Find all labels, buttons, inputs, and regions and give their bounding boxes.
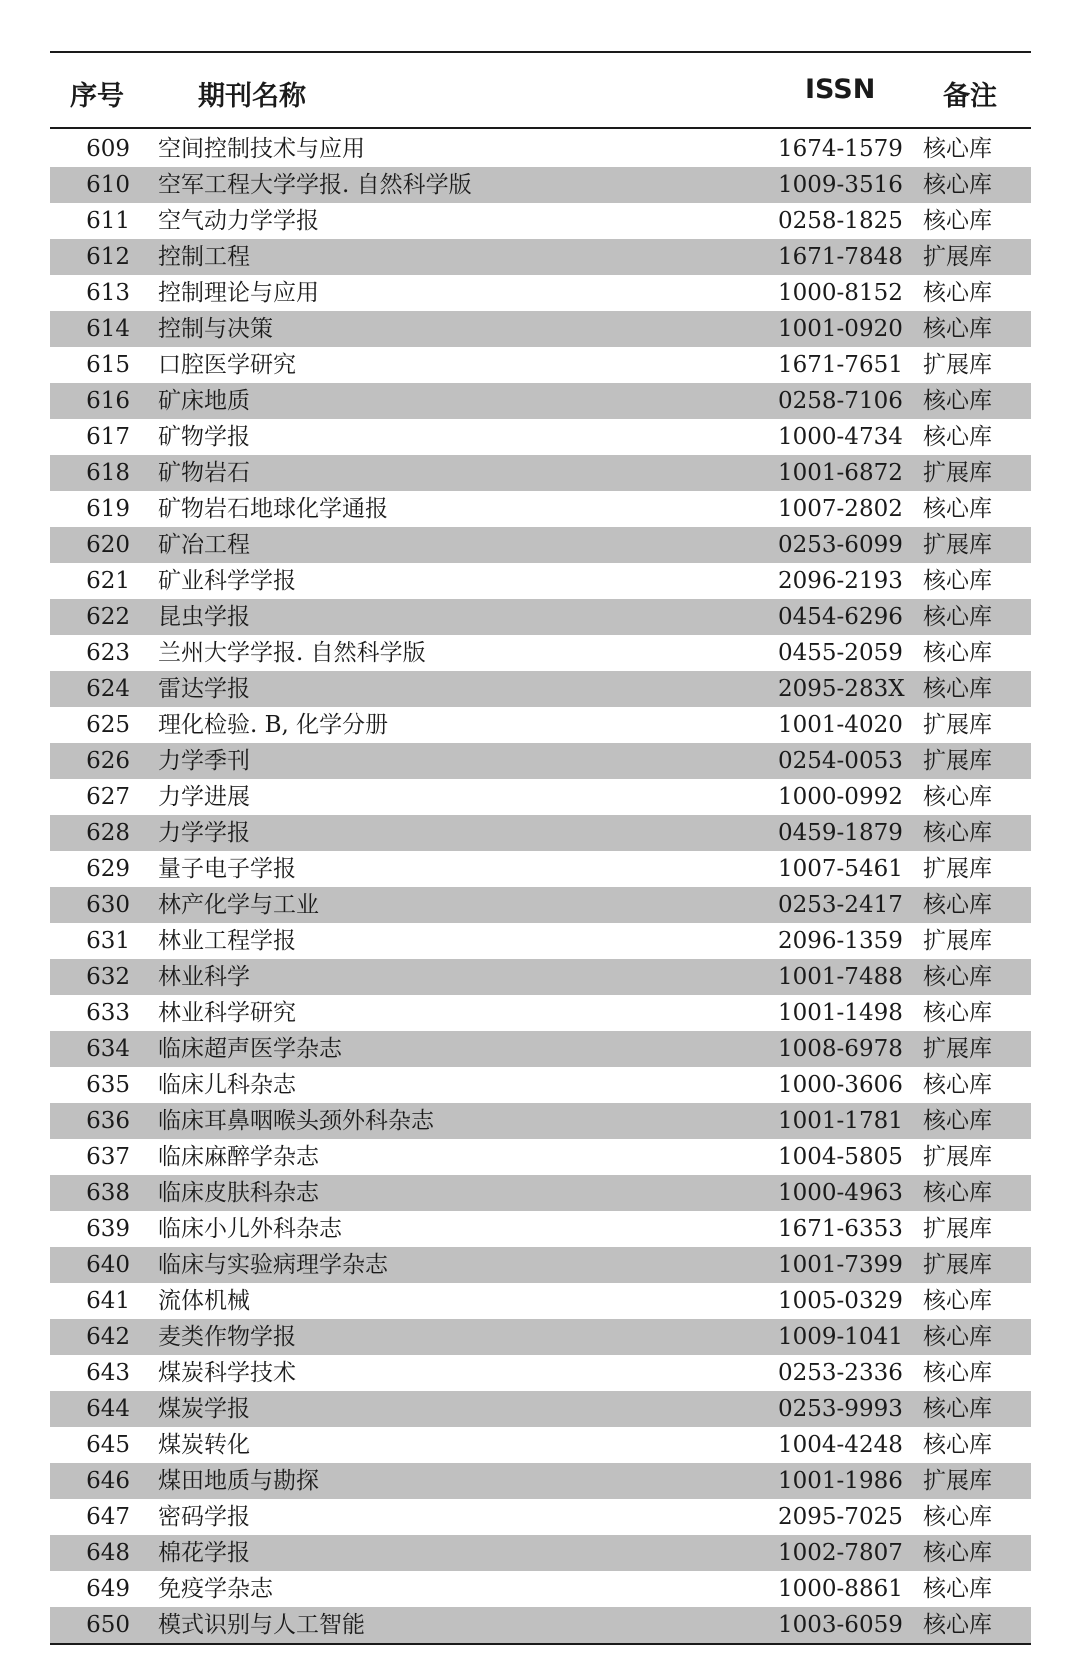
cell-note: 核心库 — [923, 1000, 992, 1026]
table-row — [50, 419, 1031, 455]
cell-note: 核心库 — [923, 784, 992, 810]
table-row — [50, 887, 1031, 923]
cell-note: 扩展库 — [923, 1036, 992, 1062]
cell-name: 免疫学杂志 — [158, 1576, 273, 1602]
cell-note: 核心库 — [923, 1576, 992, 1602]
cell-note: 核心库 — [923, 1396, 992, 1422]
cell-name: 林业工程学报 — [158, 928, 296, 954]
cell-issn: 1001-6872 — [778, 460, 903, 486]
cell-name: 控制与决策 — [158, 316, 273, 342]
cell-num: 620 — [86, 532, 130, 558]
cell-note: 核心库 — [923, 1504, 992, 1530]
cell-name: 空军工程大学学报. 自然科学版 — [158, 172, 472, 198]
cell-issn: 1671-7848 — [778, 244, 903, 270]
cell-num: 627 — [86, 784, 130, 810]
table-row — [50, 1211, 1031, 1247]
cell-num: 640 — [86, 1252, 130, 1278]
cell-name: 矿业科学学报 — [158, 568, 296, 594]
cell-note: 核心库 — [923, 1324, 992, 1350]
table-row — [50, 167, 1031, 203]
cell-issn: 1004-4248 — [778, 1432, 903, 1458]
cell-issn: 0254-0053 — [778, 748, 903, 774]
header-num: 序号 — [70, 81, 124, 112]
cell-num: 611 — [86, 208, 130, 234]
table-row — [50, 563, 1031, 599]
table-row — [50, 779, 1031, 815]
cell-note: 扩展库 — [923, 532, 992, 558]
cell-issn: 1009-3516 — [778, 172, 903, 198]
cell-issn: 1001-1498 — [778, 1000, 903, 1026]
cell-note: 扩展库 — [923, 352, 992, 378]
table-row — [50, 1319, 1031, 1355]
cell-num: 644 — [86, 1396, 130, 1422]
cell-num: 612 — [86, 244, 130, 270]
table-row — [50, 527, 1031, 563]
cell-name: 临床皮肤科杂志 — [158, 1180, 319, 1206]
cell-note: 核心库 — [923, 964, 992, 990]
cell-name: 林业科学 — [158, 964, 250, 990]
table-row — [50, 995, 1031, 1031]
cell-name: 矿物岩石地球化学通报 — [158, 496, 388, 522]
table-row — [50, 275, 1031, 311]
cell-name: 煤炭科学技术 — [158, 1360, 296, 1386]
cell-issn: 0454-6296 — [778, 604, 903, 630]
cell-num: 639 — [86, 1216, 130, 1242]
cell-name: 临床超声医学杂志 — [158, 1036, 342, 1062]
cell-issn: 0253-9993 — [778, 1396, 903, 1422]
cell-note: 扩展库 — [923, 928, 992, 954]
cell-name: 煤炭学报 — [158, 1396, 250, 1422]
cell-num: 623 — [86, 640, 130, 666]
cell-name: 雷达学报 — [158, 676, 250, 702]
cell-num: 616 — [86, 388, 130, 414]
cell-issn: 1674-1579 — [778, 136, 903, 162]
cell-note: 核心库 — [923, 1540, 992, 1566]
cell-note: 核心库 — [923, 496, 992, 522]
cell-name: 流体机械 — [158, 1288, 250, 1314]
cell-issn: 1001-1781 — [778, 1108, 903, 1134]
cell-note: 扩展库 — [923, 1252, 992, 1278]
cell-name: 临床耳鼻咽喉头颈外科杂志 — [158, 1108, 434, 1134]
cell-name: 密码学报 — [158, 1504, 250, 1530]
cell-name: 麦类作物学报 — [158, 1324, 296, 1350]
cell-num: 629 — [86, 856, 130, 882]
cell-num: 645 — [86, 1432, 130, 1458]
cell-note: 扩展库 — [923, 244, 992, 270]
cell-name: 理化检验. B, 化学分册 — [158, 712, 389, 738]
cell-name: 煤田地质与勘探 — [158, 1468, 319, 1494]
table-row — [50, 1499, 1031, 1535]
cell-note: 核心库 — [923, 136, 992, 162]
cell-num: 633 — [86, 1000, 130, 1026]
table-row — [50, 1535, 1031, 1571]
cell-name: 控制理论与应用 — [158, 280, 319, 306]
journal-table — [50, 51, 1031, 1645]
cell-num: 641 — [86, 1288, 130, 1314]
cell-issn: 1002-7807 — [778, 1540, 903, 1566]
cell-note: 扩展库 — [923, 1468, 992, 1494]
cell-note: 核心库 — [923, 1432, 992, 1458]
cell-issn: 1000-8861 — [778, 1576, 903, 1602]
cell-name: 临床小儿外科杂志 — [158, 1216, 342, 1242]
cell-issn: 1008-6978 — [778, 1036, 903, 1062]
cell-name: 控制工程 — [158, 244, 250, 270]
cell-issn: 1000-0992 — [778, 784, 903, 810]
cell-issn: 1001-1986 — [778, 1468, 903, 1494]
cell-issn: 2096-1359 — [778, 928, 903, 954]
cell-num: 635 — [86, 1072, 130, 1098]
cell-name: 力学进展 — [158, 784, 250, 810]
cell-num: 618 — [86, 460, 130, 486]
cell-issn: 0253-2336 — [778, 1360, 903, 1386]
cell-num: 614 — [86, 316, 130, 342]
cell-name: 空间控制技术与应用 — [158, 136, 365, 162]
cell-issn: 0459-1879 — [778, 820, 903, 846]
cell-name: 矿物岩石 — [158, 460, 250, 486]
header-issn: ISSN — [805, 74, 876, 105]
table-row — [50, 383, 1031, 419]
table-row — [50, 959, 1031, 995]
cell-note: 核心库 — [923, 1288, 992, 1314]
cell-num: 642 — [86, 1324, 130, 1350]
cell-note: 扩展库 — [923, 1144, 992, 1170]
table-row — [50, 455, 1031, 491]
table-row — [50, 1247, 1031, 1283]
table-row — [50, 1571, 1031, 1607]
table-row — [50, 635, 1031, 671]
cell-issn: 1001-7488 — [778, 964, 903, 990]
table-row — [50, 491, 1031, 527]
cell-issn: 1007-2802 — [778, 496, 903, 522]
cell-note: 核心库 — [923, 604, 992, 630]
cell-note: 核心库 — [923, 568, 992, 594]
cell-name: 矿物学报 — [158, 424, 250, 450]
cell-name: 昆虫学报 — [158, 604, 250, 630]
cell-issn: 0455-2059 — [778, 640, 903, 666]
cell-issn: 1671-6353 — [778, 1216, 903, 1242]
cell-name: 空气动力学学报 — [158, 208, 319, 234]
cell-num: 628 — [86, 820, 130, 846]
table-row — [50, 1103, 1031, 1139]
cell-num: 610 — [86, 172, 130, 198]
cell-issn: 0258-1825 — [778, 208, 903, 234]
cell-note: 扩展库 — [923, 460, 992, 486]
cell-note: 扩展库 — [923, 856, 992, 882]
cell-issn: 0253-6099 — [778, 532, 903, 558]
cell-name: 矿冶工程 — [158, 532, 250, 558]
cell-num: 648 — [86, 1540, 130, 1566]
table-row — [50, 1283, 1031, 1319]
cell-issn: 2095-283X — [778, 676, 905, 702]
cell-num: 632 — [86, 964, 130, 990]
cell-note: 核心库 — [923, 1072, 992, 1098]
table-row — [50, 1355, 1031, 1391]
cell-num: 609 — [86, 136, 130, 162]
cell-num: 625 — [86, 712, 130, 738]
table-row — [50, 743, 1031, 779]
cell-note: 核心库 — [923, 1180, 992, 1206]
cell-name: 矿床地质 — [158, 388, 250, 414]
table-row — [50, 311, 1031, 347]
cell-issn: 2096-2193 — [778, 568, 903, 594]
cell-num: 636 — [86, 1108, 130, 1134]
table-row — [50, 1607, 1031, 1643]
cell-num: 631 — [86, 928, 130, 954]
table-row — [50, 599, 1031, 635]
cell-note: 扩展库 — [923, 748, 992, 774]
header-name: 期刊名称 — [198, 81, 306, 112]
cell-note: 核心库 — [923, 892, 992, 918]
cell-name: 临床麻醉学杂志 — [158, 1144, 319, 1170]
table-row — [50, 203, 1031, 239]
cell-note: 核心库 — [923, 424, 992, 450]
cell-issn: 1005-0329 — [778, 1288, 903, 1314]
table-row — [50, 923, 1031, 959]
table-row — [50, 1067, 1031, 1103]
cell-num: 643 — [86, 1360, 130, 1386]
cell-name: 棉花学报 — [158, 1540, 250, 1566]
cell-note: 扩展库 — [923, 1216, 992, 1242]
cell-issn: 1671-7651 — [778, 352, 903, 378]
cell-note: 核心库 — [923, 388, 992, 414]
cell-note: 核心库 — [923, 676, 992, 702]
cell-note: 核心库 — [923, 1612, 992, 1638]
cell-num: 647 — [86, 1504, 130, 1530]
cell-num: 613 — [86, 280, 130, 306]
cell-note: 核心库 — [923, 640, 992, 666]
table-row — [50, 1175, 1031, 1211]
cell-num: 615 — [86, 352, 130, 378]
cell-issn: 1000-4963 — [778, 1180, 903, 1206]
cell-name: 量子电子学报 — [158, 856, 296, 882]
cell-name: 林业科学研究 — [158, 1000, 296, 1026]
cell-issn: 1000-4734 — [778, 424, 903, 450]
cell-num: 621 — [86, 568, 130, 594]
cell-issn: 0253-2417 — [778, 892, 903, 918]
table-body — [50, 131, 1031, 1643]
cell-issn: 2095-7025 — [778, 1504, 903, 1530]
cell-issn: 1004-5805 — [778, 1144, 903, 1170]
cell-issn: 1000-8152 — [778, 280, 903, 306]
table-row — [50, 1427, 1031, 1463]
cell-note: 扩展库 — [923, 712, 992, 738]
cell-num: 617 — [86, 424, 130, 450]
cell-issn: 1001-4020 — [778, 712, 903, 738]
cell-issn: 1001-0920 — [778, 316, 903, 342]
cell-num: 622 — [86, 604, 130, 630]
cell-num: 624 — [86, 676, 130, 702]
cell-name: 临床儿科杂志 — [158, 1072, 296, 1098]
cell-name: 力学季刊 — [158, 748, 250, 774]
table-row — [50, 347, 1031, 383]
cell-note: 核心库 — [923, 820, 992, 846]
cell-num: 638 — [86, 1180, 130, 1206]
cell-issn: 1003-6059 — [778, 1612, 903, 1638]
cell-name: 模式识别与人工智能 — [158, 1612, 365, 1638]
cell-name: 煤炭转化 — [158, 1432, 250, 1458]
cell-num: 626 — [86, 748, 130, 774]
cell-issn: 1007-5461 — [778, 856, 903, 882]
cell-name: 力学学报 — [158, 820, 250, 846]
cell-name: 口腔医学研究 — [158, 352, 296, 378]
table-row — [50, 239, 1031, 275]
cell-note: 核心库 — [923, 208, 992, 234]
table-row — [50, 815, 1031, 851]
cell-name: 临床与实验病理学杂志 — [158, 1252, 388, 1278]
cell-note: 核心库 — [923, 172, 992, 198]
table-row — [50, 1463, 1031, 1499]
cell-num: 650 — [86, 1612, 130, 1638]
cell-note: 核心库 — [923, 1108, 992, 1134]
cell-num: 637 — [86, 1144, 130, 1170]
cell-note: 核心库 — [923, 1360, 992, 1386]
cell-num: 646 — [86, 1468, 130, 1494]
cell-num: 630 — [86, 892, 130, 918]
table-row — [50, 1391, 1031, 1427]
table-row — [50, 707, 1031, 743]
cell-name: 林产化学与工业 — [158, 892, 319, 918]
cell-issn: 1000-3606 — [778, 1072, 903, 1098]
table-row — [50, 671, 1031, 707]
header-note: 备注 — [943, 81, 997, 112]
cell-issn: 1009-1041 — [778, 1324, 903, 1350]
table-row — [50, 131, 1031, 167]
bottom-rule — [50, 1643, 1031, 1645]
table-row — [50, 1139, 1031, 1175]
cell-issn: 0258-7106 — [778, 388, 903, 414]
cell-name: 兰州大学学报. 自然科学版 — [158, 640, 426, 666]
cell-issn: 1001-7399 — [778, 1252, 903, 1278]
cell-num: 619 — [86, 496, 130, 522]
cell-note: 核心库 — [923, 316, 992, 342]
table-header — [50, 53, 1031, 129]
table-row — [50, 851, 1031, 887]
cell-num: 649 — [86, 1576, 130, 1602]
table-row — [50, 1031, 1031, 1067]
cell-note: 核心库 — [923, 280, 992, 306]
cell-num: 634 — [86, 1036, 130, 1062]
